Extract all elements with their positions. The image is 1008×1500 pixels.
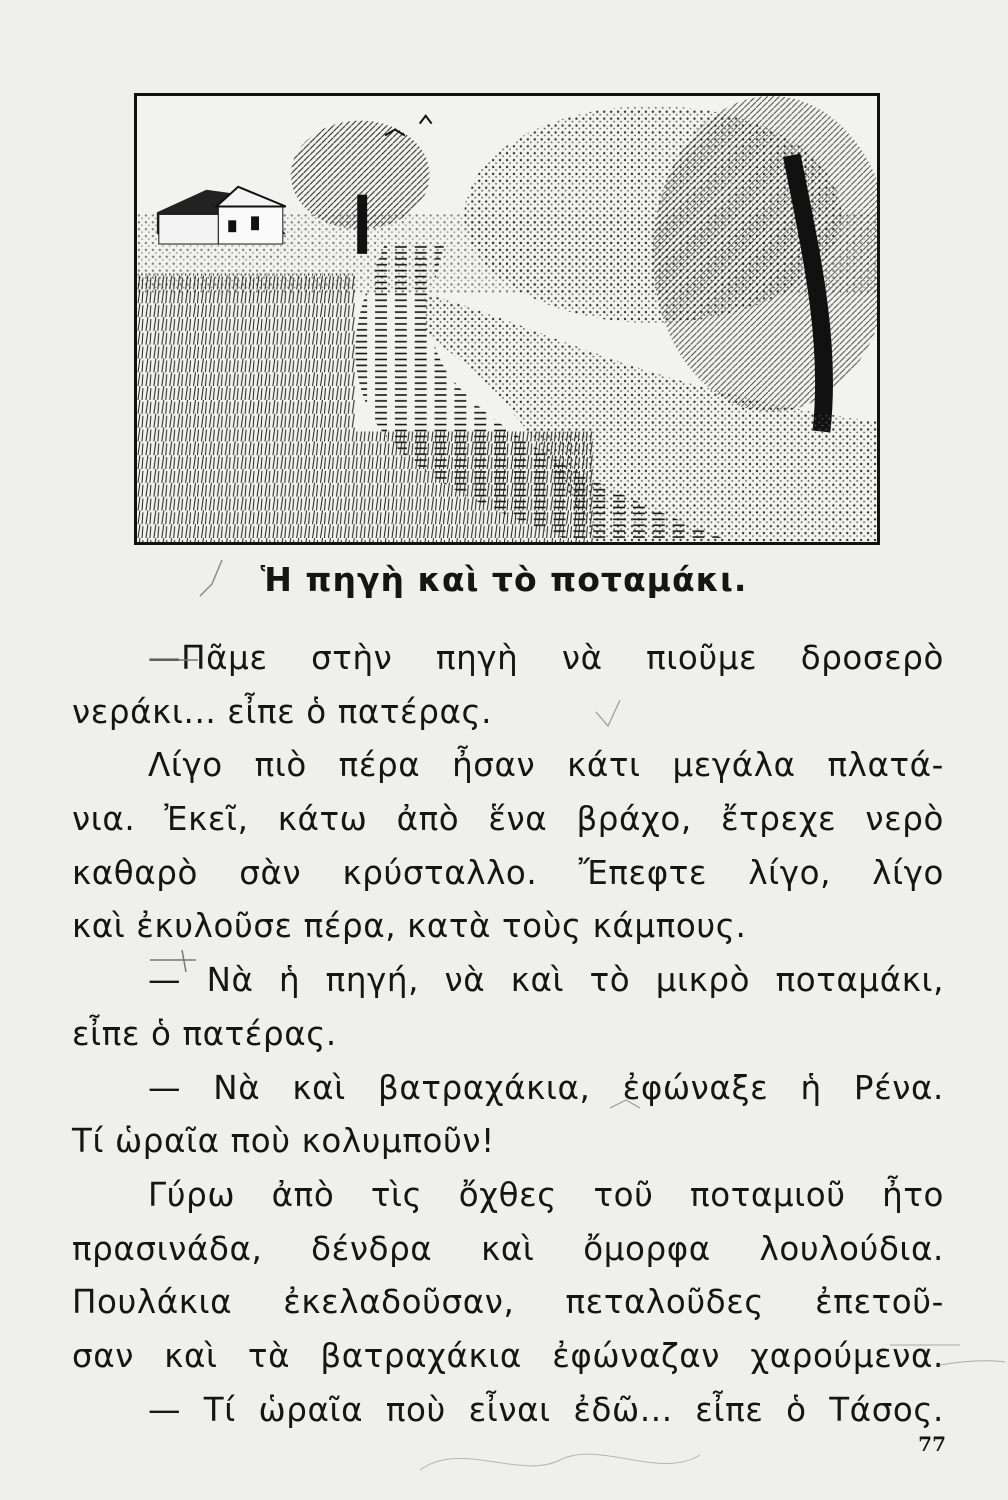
text-line: Τί ὡραῖα ποὺ κολυμποῦν! [72, 1122, 495, 1161]
text-line: —Πᾶμε στὴν πηγὴ νὰ πιοῦμε δροσερὸ [148, 639, 944, 677]
text-line: Λίγο πιὸ πέρα ἦσαν κάτι μεγάλα πλατά- [148, 746, 944, 785]
text-line: Πουλάκια ἐκελαδοῦσαν, πεταλοῦδες ἐπετοῦ- [72, 1283, 944, 1322]
text-line: — Νὰ ἡ πηγή, νὰ καὶ τὸ μικρὸ ποταμάκι, [148, 961, 944, 1000]
text-line: καθαρὸ σὰν κρύσταλλο. Ἔπεφτε λίγο, λίγο [72, 853, 944, 892]
text-line: — Τί ὡραῖα ποὺ εἶναι ἐδῶ... εἶπε ὁ Τάσος. [148, 1390, 944, 1429]
text-line: — Νὰ καὶ βατραχάκια, ἐφώναξε ἡ Ρένα. [148, 1068, 944, 1107]
page-title: Ἡ πηγὴ καὶ τὸ ποταμάκι. [260, 560, 748, 599]
stream-illustration [134, 93, 880, 545]
text-line: νεράκι... εἶπε ὁ πατέρας. [72, 692, 493, 731]
page-number: 77 [918, 1432, 946, 1456]
text-line: νια. Ἐκεῖ, κάτω ἀπὸ ἕνα βράχο, ἔτρεχε νερὸ [72, 800, 944, 839]
text-line: καὶ ἐκυλοῦσε πέρα, κατὰ τοὺς κάμπους. [72, 907, 747, 946]
text-line: πρασινάδα, δένδρα καὶ ὄμορφα λουλούδια. [72, 1229, 944, 1268]
text-line: εἶπε ὁ πατέρας. [72, 1014, 337, 1053]
text-line: σαν καὶ τὰ βατραχάκια ἐφώναζαν χαρούμενα. [72, 1336, 944, 1375]
story-text [72, 632, 944, 1437]
text-line: Γύρω ἀπὸ τὶς ὄχθες τοῦ ποταμιοῦ ἦτο [148, 1175, 944, 1214]
